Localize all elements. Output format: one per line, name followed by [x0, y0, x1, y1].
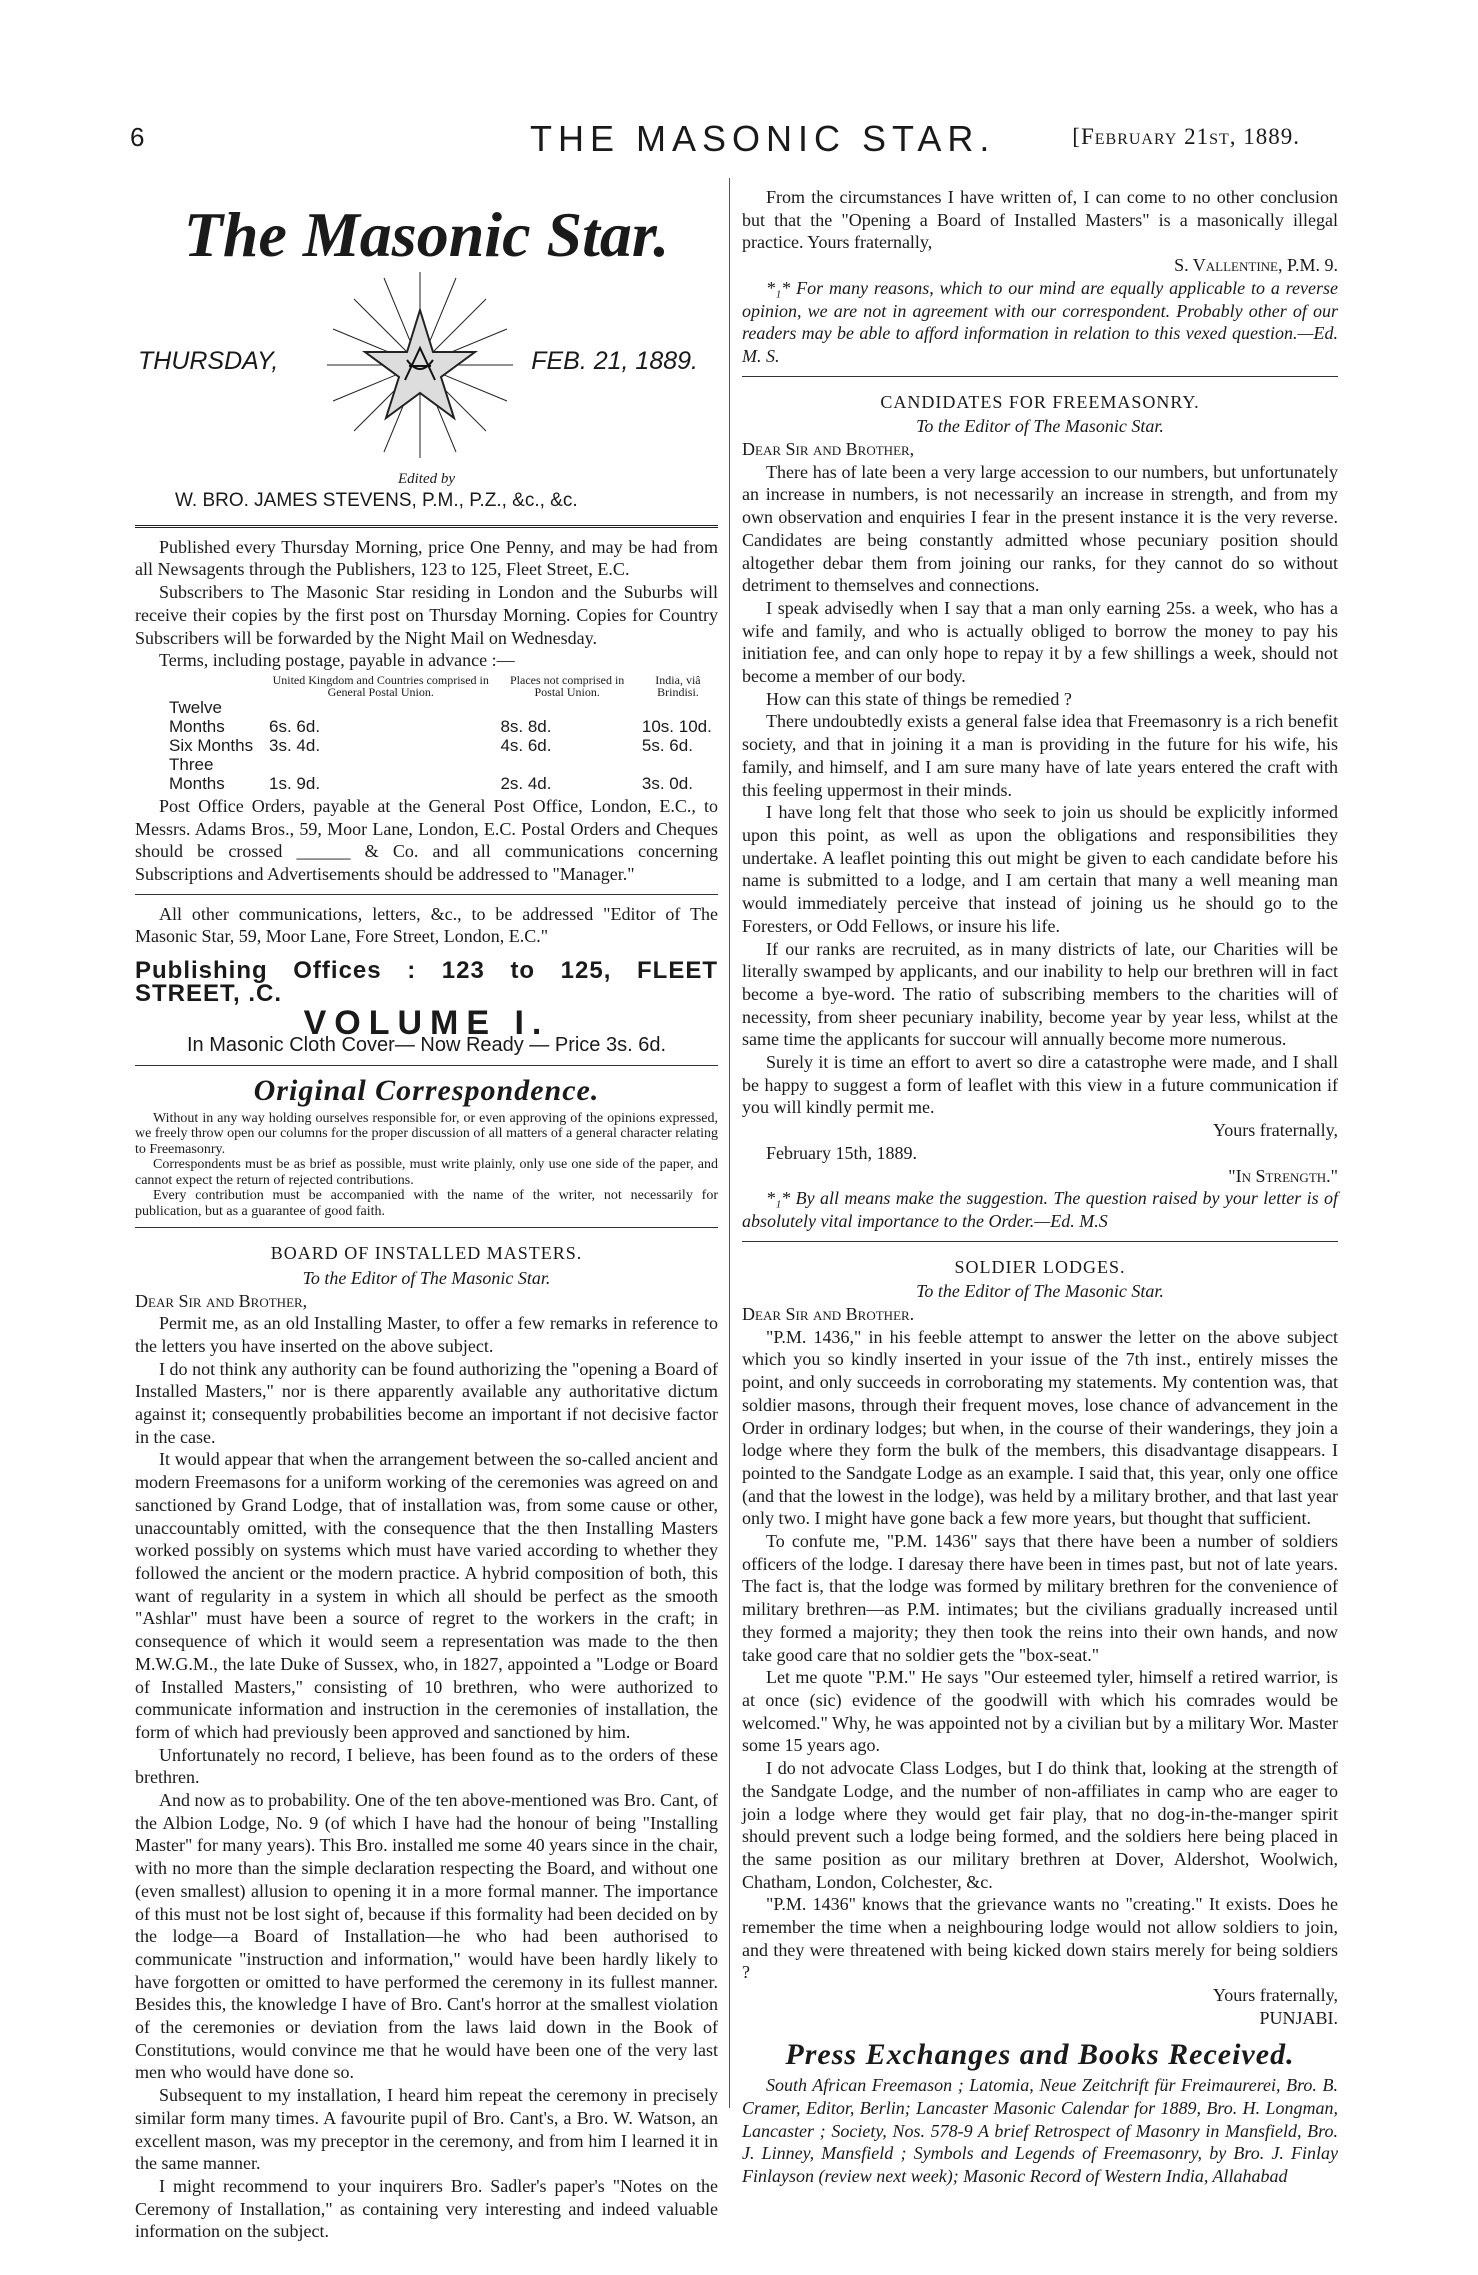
divider — [742, 1241, 1338, 1242]
volume-subtitle: In Masonic Cloth Cover— Now Ready — Price 3s. 6d. — [186, 1034, 667, 1057]
letter-paragraph: I do not think any authority can be found authorizing the "opening a Board of Installed Masters," nor is there apparently available any authoritative dictum against it; consequently probabilities become an important if not decisive factor in the case. — [135, 1358, 718, 1447]
subscribers-notice: Subscribers to The Masonic Star residing in London and the Suburbs will receive their copies by the first post on Thursday Morning. Copies for Country Subscribers will be forwarded by the Night Mail on Wednesday. — [135, 582, 718, 648]
terms-non-union: 2s. 4d. — [500, 773, 552, 793]
letter-paragraph: I have long felt that those who seek to join us should be explicitly informed upon this point, as well as upon the obligations and responsibilities they undertake. A leaflet pointing this out might be given to each candidate before his name is submitted to a lodge, and I am certain that many a well meaning man would immediately perceive that instead of joining us he should go to the Foresters, or Odd Fellows, or insure his life. — [742, 802, 1338, 936]
letter-paragraph: If our ranks are recruited, as in many districts of late, our Charities will be literally swamped by applicants, and our inability to help our brethren will in fact become a bye-word. The ratio of subscribing members to the charities will of necessity, from sheer pecuniary inability, become year by year less, whilst at the same time the applicants for succour will annually become more numerous. — [742, 938, 1338, 1050]
terms-uk: 1s. 9d. — [269, 773, 321, 793]
terms-non-union: 8s. 8d. — [500, 716, 552, 736]
letter-closing: Yours fraternally, — [1213, 1120, 1338, 1141]
terms-row — [165, 698, 718, 736]
correspondence-note — [135, 1111, 718, 1220]
editor-note: *₁* For many reasons, which to our mind are equally applicable to a reverse opinion, we are not in agreement with our correspondent. Probably other of our readers may be able to afford information in relation to this vexed question.—Ed. M. S. — [742, 277, 1338, 366]
masthead-day: THURSDAY, — [138, 347, 279, 375]
letter-title: CANDIDATES FOR FREEMASONRY. — [880, 391, 1200, 412]
letter-signature: PUNJABI. — [1259, 2007, 1338, 2028]
running-date: [February 21st, 1889. — [1072, 124, 1300, 149]
right-column — [742, 186, 1338, 2188]
other-communications: All other communications, letters, &c., to be addressed "Editor of The Masonic Star, 59, Moor Lane, Fore Street, London, E.C." — [135, 903, 718, 947]
terms-label: Three Months — [169, 754, 225, 793]
note-paragraph: Every contribution must be accompanied with the name of the writer, not necessarily for publication, but as a guarantee of good faith. — [135, 1188, 718, 1219]
terms-label: Six Months — [169, 735, 254, 755]
divider — [742, 376, 1338, 377]
letter-paragraph: I might recommend to your inquirers Bro. Sadler's paper's "Notes on the Ceremony of Installation," as containing very interesting and indeed valuable information on the subject. — [135, 2175, 718, 2242]
letter-date: February 15th, 1889. — [766, 1142, 917, 1163]
letter-paragraph: I do not advocate Class Lodges, but I do think that, looking at the strength of the Sandgate Lodge, and the number of non-affiliates in camp who are eager to join a lodge where they would get fair play, that no dog-in-the-manger spirit should prevent such a lodge being formed, and the soldiers here being placed in the same position as our military brethren at Dover, Aldershot, Woolwich, Chatham, London, Colchester, &c. — [742, 1758, 1338, 1892]
publishing-offices: Publishing Offices : 123 to 125, FLEET STREET, .C. — [135, 957, 718, 1007]
letter-paragraph: I speak advisedly when I say that a man only earning 25s. a week, who has a wife and family, and who is actually obliged to borrow the money to pay his initiation fee, and can only hope to repay it by a few shillings a week, should not become a member of our body. — [742, 597, 1338, 687]
letter-paragraph: From the circumstances I have written of, I can come to no other conclusion but that the "Opening a Board of Installed Masters" is a masonically illegal practice. Yours fraternally, — [742, 187, 1338, 253]
published-notice: Published every Thursday Morning, price One Penny, and may be had from all Newsagents through the Publishers, 123 to 125, Fleet Street, E.C. — [135, 536, 718, 580]
masthead-row — [135, 270, 718, 470]
letter-to: To the Editor of The Masonic Star. — [916, 416, 1164, 437]
letter-paragraph: There has of late been a very large accession to our numbers, but unfortunately an increase in numbers, is not necessarily an increase in strength, and from my own observation and enquiries I fear in the present instance it is the very reverse. Candidates are being constantly admitted whose pecuniary position should altogether debar them from joining our ranks, for they cannot do so without detriment to themselves and connections. — [742, 461, 1338, 596]
letter-paragraph: Surely it is time an effort to avert so dire a catastrophe were made, and I shall be happy to suggest a form of leaflet with this view in a future communication if you will kindly permit me. — [742, 1052, 1338, 1118]
letter-paragraph: It would appear that when the arrangement between the so-called ancient and modern Freemasons for a uniform working of the ceremonies was agreed on and sanctioned by Grand Lodge, that of installation was, from some cause or other, unaccountably omitted, with the consequence that the then Installing Masters worked possibly on systems which must have varied according to whether they followed the ancient or the modern practice. A hybrid composition of both, this want of regularity in a system in which all should be perfect as the smooth "Ashlar" must have been a source of regret to the workers in the craft; in consequence of which it would seem a representation was made to the then M.W.G.M., the late Duke of Sussex, who, in 1827, appointed a "Lodge or Board of Installed Masters," consisting of 10 brethren, who were authorized to communicate information and instruction in the ceremonies of installation, the form of which had previously been approved and sanctioned by him. — [135, 1449, 718, 1742]
post-office-notice: Post Office Orders, payable at the General Post Office, London, E.C., to Messrs. Adams Bros., 59, Moor Lane, London, E.C. Postal Orders and Cheques should be crossed ______ & Co. and all communications concerning Subscriptions and Advertisements should be addressed to "Manager." — [135, 795, 718, 885]
masthead-title: The Masonic Star. — [183, 199, 670, 270]
terms-india: 3s. 0d. — [641, 773, 693, 793]
letter-salutation: Dear Sir and Brother, — [135, 1290, 308, 1311]
note-paragraph: Without in any way holding ourselves responsible for, or even approving of the opinions expressed, we freely throw open our columns for the proper discussion of all matters of a general character relating to Freemasonry. — [135, 1110, 718, 1157]
letter-paragraph: How can this state of things be remedied ? — [766, 688, 1072, 709]
divider — [135, 1065, 718, 1066]
correspondence-heading: Original Correspondence. — [253, 1073, 600, 1107]
terms-header: India, viâ Brindisi. — [655, 672, 701, 699]
exchanges-heading: Press Exchanges and Books Received. — [785, 2037, 1295, 2071]
letter-signature: "In Strength." — [1228, 1165, 1338, 1186]
editor-note: *₁* By all means make the suggestion. The question raised by your letter is of absolutely vital importance to the Order.—Ed. M.S — [742, 1188, 1338, 1231]
letter-paragraph: Let me quote "P.M." He says "Our esteemed tyler, himself a retired warrior, is at once (sic) evidence of the goodwill with which his comrades would be welcomed." Why, he was appointed not by a civilian but by a military Wor. Master some 15 years ago. — [742, 1667, 1338, 1756]
terms-india: 10s. 10d. — [641, 716, 712, 736]
editor-name: W. BRO. JAMES STEVENS, P.M., P.Z., &c., &c. — [175, 490, 578, 511]
letter-paragraph: Unfortunately no record, I believe, has been found as to the orders of these brethren. — [135, 1744, 718, 1788]
divider — [135, 1227, 718, 1228]
terms-uk: 6s. 6d. — [269, 716, 321, 736]
left-column — [135, 186, 718, 2243]
letter-paragraph: There undoubtedly exists a general false idea that Freemasonry is a rich benefit society, and that in joining it a man is providing in the future for his wife, his family, and himself, and I am sure many have of late years entered the craft with this feeling uppermost in their minds. — [742, 711, 1338, 800]
terms-header: Places not comprised in Postal Union. — [510, 672, 625, 699]
letter-to: To the Editor of The Masonic Star. — [302, 1267, 551, 1288]
exchanges-text: South African Freemason ; Latomia, Neue Zeitchrift für Freimaurerei, Bro. B. Cramer, Editor, Berlin; Lancaster Masonic Calendar for 1889, Bro. H. Longman, Lancaster ; Society, Nos. 578-9 A brief Retrospect of Masonry in Mansfield, Bro. J. Linney, Mansfield ; Symbols and Legends of Freemasonry, by Bro. J. Finlay Finlayson (review next week); Masonic Record of Western India, Allahabad — [742, 2075, 1338, 2187]
column-divider — [729, 178, 730, 2108]
terms-uk: 3s. 4d. — [269, 735, 321, 755]
terms-table — [165, 674, 718, 793]
letter-to: To the Editor of The Masonic Star. — [916, 1281, 1164, 1302]
terms-header: United Kingdom and Countries comprised in General Postal Union. — [272, 672, 489, 699]
letter-paragraph: To confute me, "P.M. 1436" says that there have been a number of soldiers officers of the lodge. I daresay there have been in times past, but not of late years. The fact is, that the lodge was formed by military brethren for the convenience of military brethren—as P.M. intimates; but the civilians gradually increased until they formed a majority; they then took the reins into their own hands, and now take good care that no soldier gets the "box-seat." — [742, 1531, 1338, 1665]
running-head — [120, 118, 1300, 158]
running-title: THE MASONIC STAR. — [530, 118, 996, 159]
page-number: 6 — [130, 122, 145, 152]
letter-salutation: Dear Sir and Brother, — [742, 439, 915, 460]
volume-title: VOLUME I. — [303, 1003, 550, 1042]
letter-paragraph: And now as to probability. One of the ten above-mentioned was Bro. Cant, of the Albion Lodge, No. 9 (of which I have had the honour of being "Installing Master" for many years). This Bro. installed me some 40 years since in the chair, with no more than the simple declaration respecting the Board, and without one (even smallest) allusion to opening it in a more formal manner. The importance of this must not be lost sight of, because if this formality had been decided on by the lodge—a Board of Installation—he who had been authorised to communicate "instruction and information," would have been hardly likely to have forgotten or omitted to have performed the ceremony in its fullest manner. Besides this, the knowledge I have of Bro. Cant's horror at the smallest violation of the ceremonies or deviation from the laws laid down in the Book of Constitutions, would convince me that he would have been one of the very last men who would have done so. — [135, 1790, 718, 2083]
letter-paragraph: "P.M. 1436," in his feeble attempt to answer the letter on the above subject which you so kindly inserted in your issue of the 7th inst., entirely misses the point, and only succeeds in corroborating my statements. My contention was, that soldier masons, through their frequent moves, lose chance of advancement in the Order in ordinary lodges; but when, in the course of their wanderings, they join a lodge where they form the bulk of the members, this disadvantage disappears. I pointed to the Sandgate Lodge as an example. I said that, this year, only one office (and that the lowest in the lodge), was held by a military brother, and that last year only two. I might have gone back a few more years, but thought that sufficient. — [742, 1326, 1338, 1529]
note-paragraph: Correspondents must be as brief as possible, must write plainly, only use one side of the paper, and cannot expect the return of rejected contributions. — [135, 1157, 718, 1188]
letter-signature: S. Vallentine, P.M. 9. — [1174, 255, 1338, 276]
letter-paragraph: "P.M. 1436" knows that the grievance wants no "creating." It exists. Does he remember the time when a neighbouring lodge would not allow soldiers to join, and they were threatened with being kicked down stairs merely for being soldiers ? — [742, 1894, 1338, 1983]
letter-closing: Yours fraternally, — [1213, 1985, 1338, 2006]
masthead-date: FEB. 21, 1889. — [531, 347, 698, 375]
letter-paragraph: Subsequent to my installation, I heard him repeat the ceremony in precisely similar form many times. A favourite pupil of Bro. Cant's, a Bro. W. Watson, an excellent mason, was my preceptor in the ceremony, and from him I learned it in the same manner. — [135, 2085, 718, 2174]
divider — [135, 894, 718, 895]
letter-paragraph: Permit me, as an old Installing Master, to offer a few remarks in reference to the letters you have inserted on the above subject. — [135, 1313, 718, 1356]
star-emblem-icon — [325, 270, 515, 460]
terms-india: 5s. 6d. — [641, 735, 693, 755]
letter-title: SOLDIER LODGES. — [954, 1256, 1126, 1277]
terms-row — [165, 736, 718, 755]
terms-non-union: 4s. 6d. — [500, 735, 552, 755]
divider — [135, 525, 718, 528]
terms-row — [165, 755, 718, 793]
terms-intro: Terms, including postage, payable in advance :— — [159, 650, 515, 671]
letter-salutation: Dear Sir and Brother. — [742, 1304, 915, 1325]
letter-title: BOARD OF INSTALLED MASTERS. — [270, 1243, 583, 1264]
edited-by: Edited by — [397, 471, 456, 487]
terms-label: Twelve Months — [169, 697, 225, 736]
